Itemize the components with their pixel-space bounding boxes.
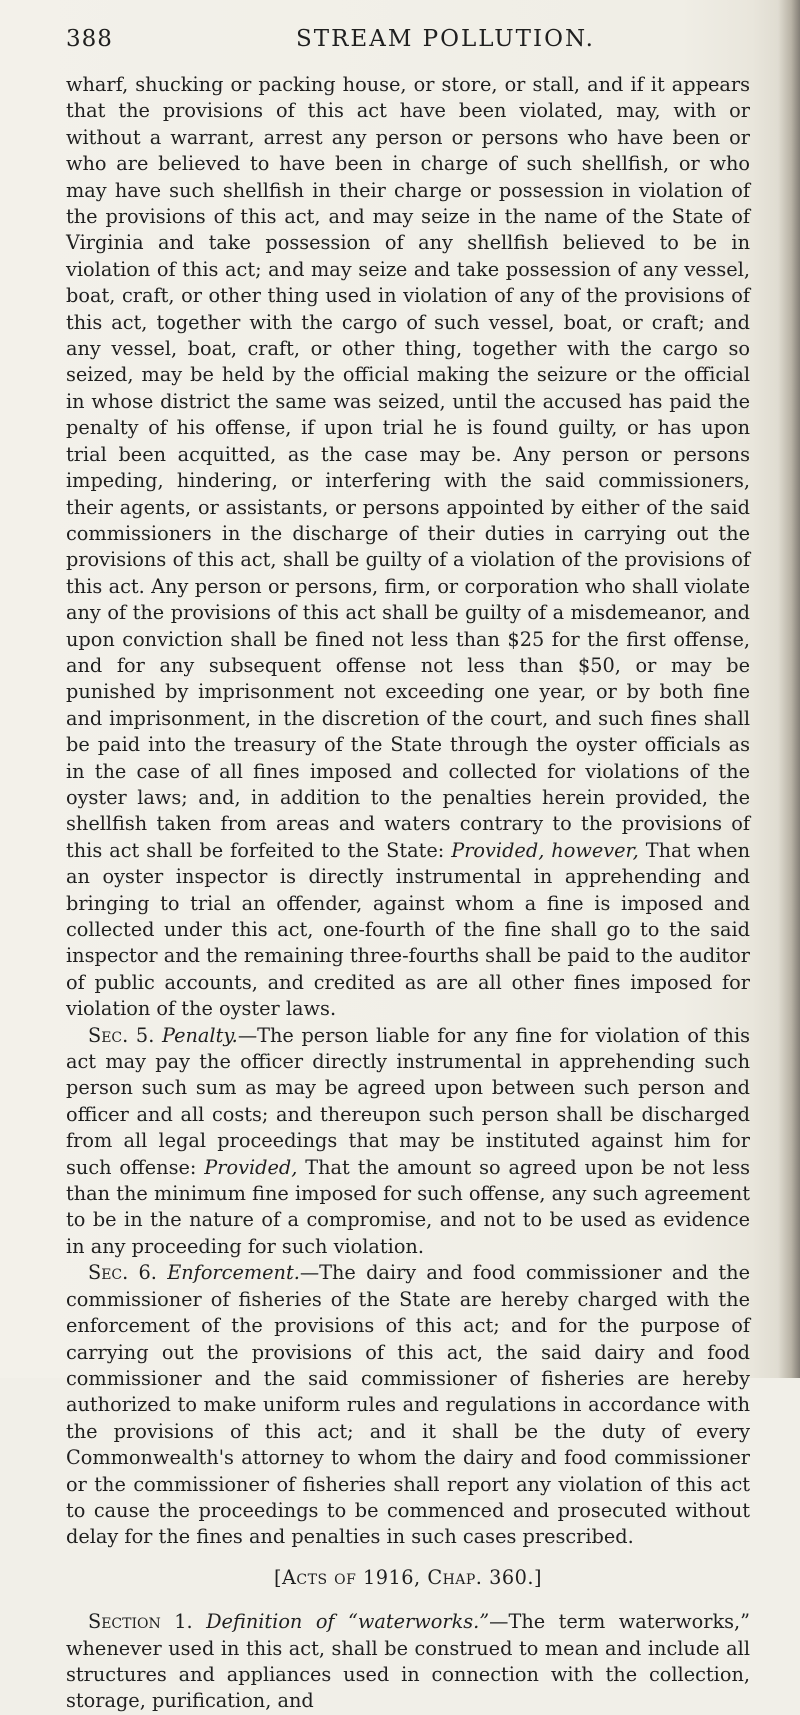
para1-text: wharf, shucking or packing house, or store, or stall, and if it appears that the provisions of this act have been violated, may, with or without a warrant, arrest any person or persons who have been or who are believed to have been in charge of such shellfish, or who may have such shellfish in their charge or possession in violation of the provisions of this act, and may seize in the name of the State of Virginia and take possession of any shellfish believed to be in violation of this act; and may seize and take possession of any vessel, boat, craft, or other thing used in violation of any of the provisions of this act, together with the cargo of such vessel, boat, or craft; and any vessel, boat, craft, or other thing, together with the cargo so seized, may be held by the official making the seizure or the official in whose district the same was seized, until the accused has paid the penalty of his offense, if upon trial he is found guilty, or has upon trial been acquitted, as the case may be. Any person or persons impeding, hindering, or interfering with the said commissioners, their agents, or assistants, or persons appointed by either of the said commissioners in the discharge of their duties in carrying out the provisions of this act, shall be guilty of a violation of the provisions of this act. Any person or persons, firm, or corporation who shall violate any of the provisions of this act shall be guilty of a misdemeanor, and upon conviction shall be fined not less than $25 for the first offense, and for any subsequent offense not less than $50, or may be punished by imprisonment not exceeding one year, or by both fine and imprisonment, in the discretion of the court, and such fines shall be paid into the treasury of the State through the oyster officials as in the case of all fines imposed and collected for violations of the oyster laws; and, in addition to the penalties herein provided, the shellfish taken from areas and waters contrary to the provisions of this act shall be forfeited to the State: bbox=[66, 73, 750, 862]
section-5-heading: Penalty. bbox=[162, 1023, 238, 1047]
section-6-text: —The dairy and food commissioner and the commissioner of fisheries of the State are hereby charged with the enforcement of the provisions of this act; and for the purpose of carrying out the provisions of this act, the said dairy and food commissioner and the said commissioner of fisheries are hereby authorized to make uniform rules and regulations in accordance with the provisions of this act; and it shall be the duty of every Commonwealth's attorney to whom the dairy and food commissioner or the commissioner of fisheries shall report any violation of this act to cause the proceedings to be commenced and prosecuted without delay for the fines and penalties in such cases prescribed. bbox=[66, 1261, 750, 1549]
section-5-provided: Provided, bbox=[204, 1155, 298, 1179]
section-6-paragraph bbox=[66, 1260, 750, 1550]
section-5-text-b: That the amount so agreed upon be not less than the minimum fine imposed for such offense, any such agreement to be in the nature of a compromise, and not to be used as evidence in any proceeding for such violation. bbox=[66, 1155, 750, 1258]
body-text bbox=[66, 72, 750, 1715]
section-6-heading: Enforcement. bbox=[167, 1261, 300, 1285]
page-header bbox=[66, 18, 746, 58]
section-5-text-a: —The person liable for any fine for violation of this act may pay the officer directly instrumental in apprehending such person such sum as may be agreed upon between such person and officer and all costs; and thereupon such person shall be discharged from all legal proceedings that may be instituted against him for such offense: bbox=[66, 1023, 750, 1179]
section-5-paragraph bbox=[66, 1023, 750, 1261]
page-edge-shadow bbox=[778, 0, 800, 1378]
act-reference: [Acts of 1916, Chap. 360.] bbox=[273, 1565, 543, 1589]
running-head: STREAM POLLUTION. bbox=[296, 26, 595, 52]
section-1-paragraph bbox=[66, 1609, 750, 1715]
section-6-label: Sec. 6. bbox=[88, 1261, 157, 1285]
para1-provided: Provided, however, bbox=[451, 838, 639, 862]
page-number: 388 bbox=[66, 26, 113, 52]
section-1-heading: Definition of “waterworks.” bbox=[206, 1610, 490, 1634]
section-1-label: Section 1. bbox=[88, 1610, 193, 1634]
paragraph-continuation bbox=[66, 72, 750, 1023]
section-5-label: Sec. 5. bbox=[88, 1023, 155, 1047]
para1-end-text: That when an oyster inspector is directly instrumental in apprehending and bringing to trial an offender, against whom a fine is imposed and collected under this act, one-fourth of the fine shall go to the said inspector and the remaining three-fourths shall be paid to the auditor of public accounts, and credited as are all other fines imposed for violation of the oyster laws. bbox=[66, 838, 751, 1021]
section-1-text: —The term waterworks,” whenever used in this act, shall be construed to mean and include all structures and appliances used in connection with the collection, storage, purification, and bbox=[66, 1610, 751, 1713]
